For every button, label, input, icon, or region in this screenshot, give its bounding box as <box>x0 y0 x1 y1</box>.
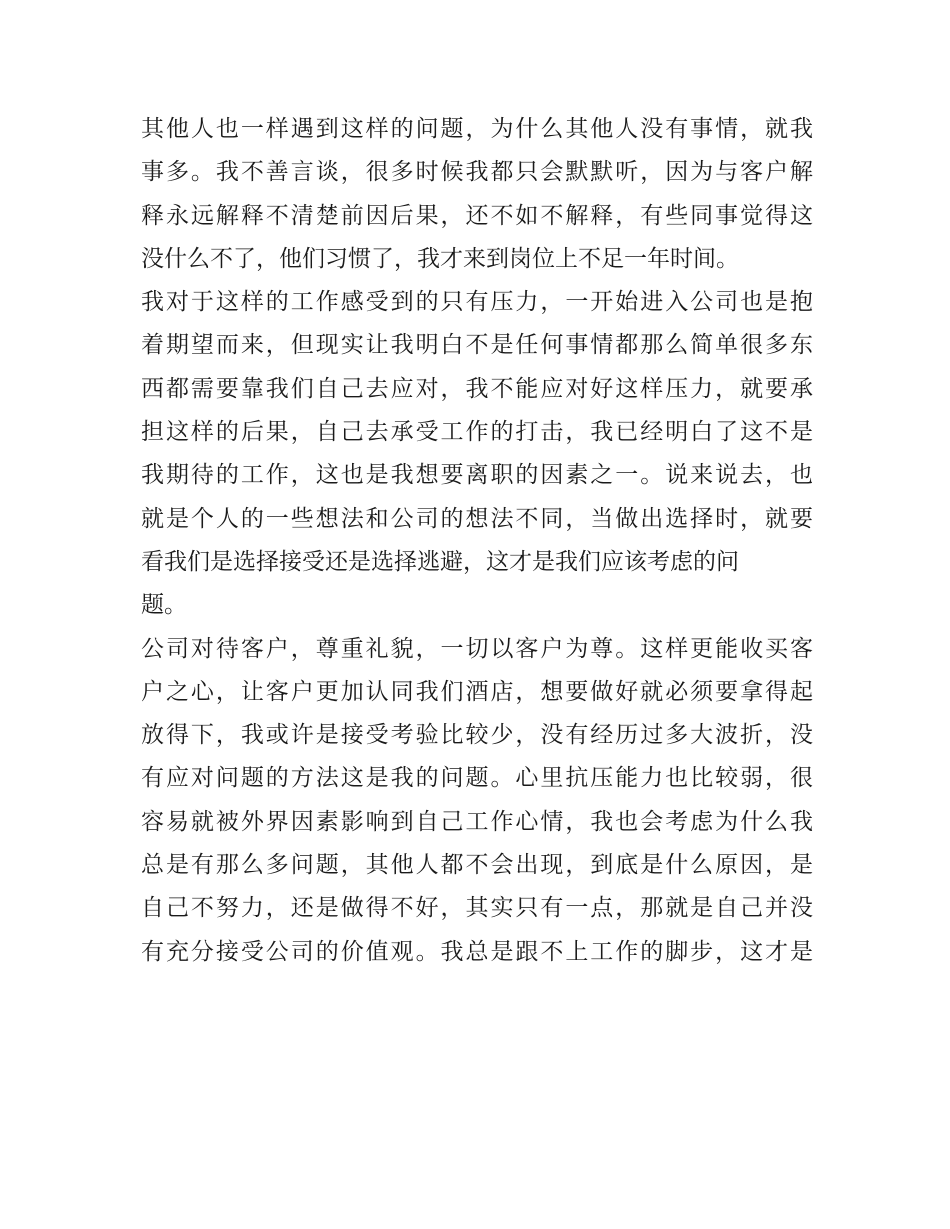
text-line: 自己不努力，还是做得不好，其实只有一点，那就是自己并没 <box>141 895 813 922</box>
text-line: 总是有那么多问题，其他人都不会出现，到底是什么原因，是 <box>141 852 813 879</box>
text-line: 着期望而来，但现实让我明白不是任何事情都那么简单很多东 <box>141 332 813 359</box>
text-line: 我对于这样的工作感受到的只有压力，一开始进入公司也是抱 <box>141 289 813 316</box>
text-line: 释永远解释不清楚前因后果，还不如不解释，有些同事觉得这 <box>141 202 813 229</box>
text-line: 有应对问题的方法这是我的问题。心里抗压能力也比较弱，很 <box>141 765 813 792</box>
text-line: 就是个人的一些想法和公司的想法不同，当做出选择时，就要 <box>141 505 813 532</box>
text-line: 西都需要靠我们自己去应对，我不能应对好这样压力，就要承 <box>141 375 813 402</box>
text-line: 容易就被外界因素影响到自己工作心情，我也会考虑为什么我 <box>141 808 813 835</box>
text-line: 事多。我不善言谈，很多时候我都只会默默听，因为与客户解 <box>141 159 813 186</box>
text-line: 没什么不了，他们习惯了，我才来到岗位上不足一年时间。 <box>141 245 739 272</box>
text-line: 有充分接受公司的价值观。我总是跟不上工作的脚步，这才是 <box>141 938 813 965</box>
text-line: 担这样的后果，自己去承受工作的打击，我已经明白了这不是 <box>141 419 813 446</box>
text-line: 放得下，我或许是接受考验比较少，没有经历过多大波折，没 <box>141 722 813 749</box>
text-line: 题。 <box>141 592 187 619</box>
text-line: 我期待的工作，这也是我想要离职的因素之一。说来说去，也 <box>141 462 813 489</box>
body-text <box>141 108 813 974</box>
text-line: 其他人也一样遇到这样的问题，为什么其他人没有事情，就我 <box>141 116 813 142</box>
text-line: 公司对待客户，尊重礼貌，一切以客户为尊。这样更能收买客 <box>141 635 813 662</box>
text-line: 户之心，让客户更加认同我们酒店，想要做好就必须要拿得起 <box>141 678 813 705</box>
text-line: 看我们是选择接受还是选择逃避，这才是我们应该考虑的问 <box>141 548 739 575</box>
